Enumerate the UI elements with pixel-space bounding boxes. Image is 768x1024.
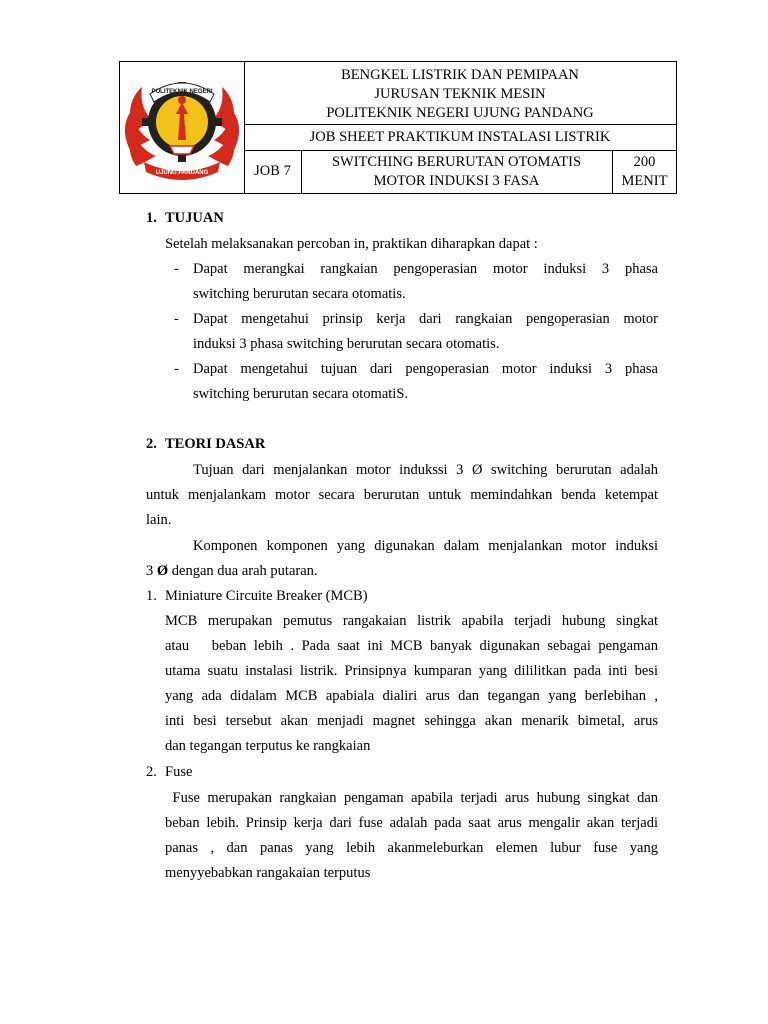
- job-title: [301, 150, 613, 193]
- section1-intro: Setelah melaksanakan percoban in, praktikan diharapkan dapat :: [165, 236, 538, 252]
- duration-unit: MENIT: [621, 173, 668, 189]
- bullet-dash: -: [174, 261, 179, 277]
- header-table: [119, 61, 677, 194]
- section1-heading: TUJUAN: [165, 210, 224, 226]
- item1-line: dan tegangan terputus ke rangkaian: [165, 738, 371, 754]
- item1-line: utama suatu instalasi listrik. Prinsipnya kumparan yang dililitkan pada inti besi: [165, 663, 658, 679]
- p2-suffix: dengan dua arah putaran.: [168, 563, 318, 579]
- paragraph2-line2: [146, 563, 318, 580]
- item2-number: 2.: [146, 764, 157, 780]
- bullet-2-line1: Dapat mengetahui prinsip kerja dari rangkaian pengoperasian motor: [193, 311, 658, 327]
- department-name: JURUSAN TEKNIK MESIN: [374, 86, 546, 102]
- section1-number: 1.: [146, 210, 157, 226]
- item1-line: atau beban lebih . Pada saat ini MCB banyak digunakan sebagai pengaman: [165, 638, 658, 654]
- item1-line: inti besi tersebut akan menjadi magnet sehingga akan menarik bimetal, arus: [165, 713, 658, 729]
- bullet-3-line1: Dapat mengetahui tujuan dari pengoperasian motor induksi 3 phasa: [193, 361, 658, 377]
- institution-name: POLITEKNIK NEGERI UJUNG PANDANG: [326, 105, 594, 121]
- duration: [613, 150, 676, 193]
- paragraph1-line1: Tujuan dari menjalankan motor indukssi 3 Ø switching berurutan adalah: [193, 462, 658, 478]
- polytechnic-logo: [120, 62, 244, 193]
- logo-top-text: POLITEKNIK NEGERI: [151, 89, 213, 95]
- item2-line: panas , dan panas yang lebih akanmeleburkan elemen lubur fuse yang: [165, 840, 658, 856]
- sheet-title: JOB SHEET PRAKTIKUM INSTALASI LISTRIK: [244, 125, 676, 151]
- duration-value: 200: [633, 154, 656, 170]
- section2-heading: TEORI DASAR: [165, 436, 266, 452]
- paragraph2-line1: Komponen komponen yang digunakan dalam menjalankan motor induksi: [193, 538, 658, 554]
- job-title-line2: MOTOR INDUKSI 3 FASA: [373, 173, 540, 189]
- bullet-1-line1: Dapat merangkai rangkaian pengoperasian motor induksi 3 phasa: [193, 261, 658, 277]
- institution-block: [244, 62, 676, 125]
- bullet-dash: -: [174, 311, 179, 327]
- job-title-line1: SWITCHING BERURUTAN OTOMATIS: [331, 154, 582, 170]
- item1-number: 1.: [146, 588, 157, 604]
- item1-line: yang ada didalam MCB apabiala dialiri arus dan tegangan yang berlebihan ,: [165, 688, 658, 704]
- item1-title: Miniature Circuite Breaker (MCB): [165, 588, 368, 604]
- phase-symbol: Ø: [156, 563, 169, 579]
- paragraph1-line2: untuk menjalankam motor secara berurutan untuk memindahkan benda ketempat: [146, 487, 658, 503]
- logo-cell: [120, 62, 245, 193]
- paragraph1-line3: lain.: [146, 512, 172, 528]
- bullet-1-line2: switching berurutan secara otomatis.: [193, 286, 406, 302]
- bullet-3-line2: switching berurutan secara otomatiS.: [193, 386, 409, 402]
- job-number: JOB 7: [244, 150, 302, 193]
- item2-title: Fuse: [165, 764, 193, 780]
- logo-bottom-text: UJUNG PANDANG: [155, 170, 209, 176]
- item2-line: beban lebih. Prinsip kerja dari fuse adalah pada saat arus mengalir akan terjadi: [165, 815, 658, 831]
- item2-line: Fuse merupakan rangkaian pengaman apabila terjadi arus hubung singkat dan: [165, 790, 658, 806]
- item2-line: menyyebabkan rangakaian terputus: [165, 865, 371, 881]
- bullet-2-line2: induksi 3 phasa switching berurutan secara otomatis.: [193, 336, 500, 352]
- workshop-name: BENGKEL LISTRIK DAN PEMIPAAN: [341, 67, 579, 83]
- item1-line: MCB merupakan pemutus rangakaian listrik apabila terjadi hubung singkat: [165, 613, 658, 629]
- bullet-dash: -: [174, 361, 179, 377]
- p2-prefix: 3: [146, 563, 157, 579]
- section2-number: 2.: [146, 436, 157, 452]
